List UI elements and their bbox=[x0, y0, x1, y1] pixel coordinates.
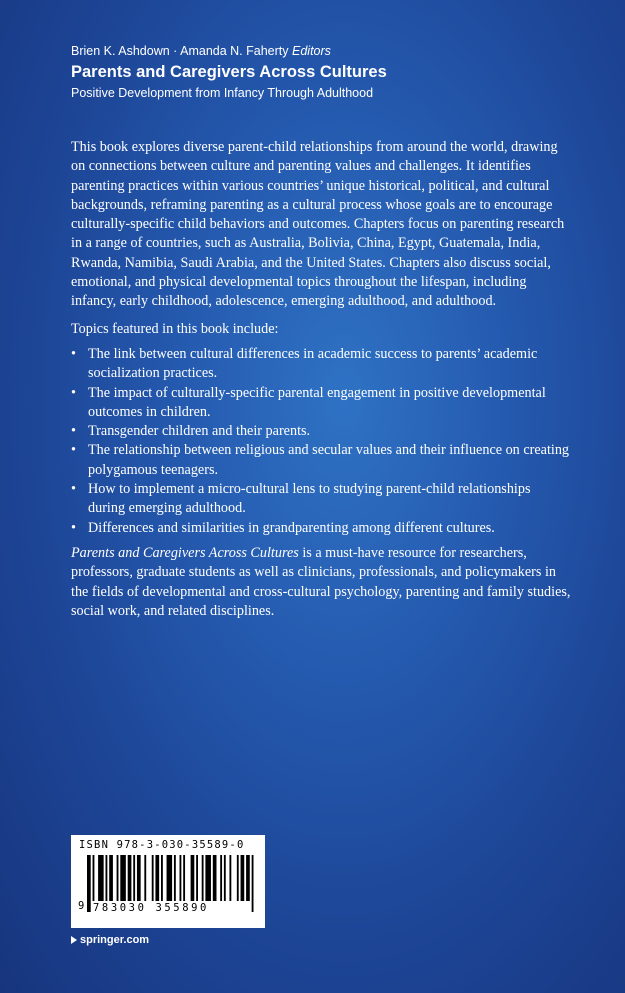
publisher-website: springer.com bbox=[80, 934, 150, 946]
closing-book-title: Parents and Caregivers Across Cultures bbox=[71, 544, 299, 561]
cover-header bbox=[71, 42, 591, 102]
barcode-digits: 783030 355890 bbox=[93, 902, 209, 914]
list-item bbox=[71, 345, 571, 384]
topic-text: Differences and similarities in grandparenting among different cultures. bbox=[88, 519, 495, 536]
separator: · bbox=[173, 44, 178, 58]
bullet-icon: • bbox=[71, 423, 76, 440]
blurb bbox=[71, 138, 571, 621]
editor-name: Brien K. Ashdown bbox=[71, 44, 170, 58]
bullet-icon: • bbox=[71, 345, 76, 362]
barcode-first-digit: 9 bbox=[78, 900, 85, 912]
bullet-icon: • bbox=[71, 384, 76, 401]
topics-lead: Topics featured in this book include: bbox=[71, 320, 279, 337]
isbn-barcode bbox=[71, 835, 265, 928]
list-item bbox=[71, 422, 571, 441]
closing-paragraph bbox=[71, 544, 571, 621]
topic-text: Transgender children and their parents. bbox=[88, 423, 311, 440]
bullet-icon: • bbox=[71, 481, 76, 498]
bullet-icon: • bbox=[71, 519, 76, 536]
editor-name: Amanda N. Faherty bbox=[180, 44, 289, 58]
intro-paragraph: This book explores diverse parent-child relationships from around the world, drawing on connections between culture and parenting values and challenges. It identifies parenting practices within various countries’ unique historical, political, and cultural backgrounds, reframing parenting as a cultural process whose goals are to encourage culturally-specific child behaviors and outcomes. Chapters focus on parenting research in a range of countries, such as Australia, Bolivia, China, Egypt, Guatemala, India, Rwanda, Namibia, Saudi Arabia, and the United States. Chapters also discuss social, emotional, and physical developmental topics throughout the lifespan, including infancy, early childhood, adolescence, emerging adulthood, and adulthood. bbox=[71, 139, 565, 310]
book-subtitle: Positive Development from Infancy Through Adulthood bbox=[71, 86, 374, 100]
topic-text: The impact of culturally-specific parental engagement in positive developmental outcomes in children. bbox=[88, 384, 546, 420]
isbn-number: ISBN 978-3-030-35589-0 bbox=[79, 839, 245, 851]
book-title: Parents and Caregivers Across Cultures bbox=[71, 63, 387, 81]
list-item bbox=[71, 441, 571, 480]
list-item bbox=[71, 384, 571, 423]
topic-text: The link between cultural differences in academic success to parents’ academic socialization practices. bbox=[88, 345, 538, 382]
publisher-link[interactable] bbox=[71, 934, 149, 946]
barcode-bars bbox=[79, 855, 259, 912]
closing-text: is a must-have resource for researchers, professors, graduate students as well as clinicians, professionals, and policymakers in the fields of developmental and cross-cultural psychology, parenting and family studies, social work, and related disciplines. bbox=[71, 544, 571, 619]
topic-text: The relationship between religious and secular values and their influence on creating polygamous teenagers. bbox=[88, 442, 570, 478]
topic-text: How to implement a micro-cultural lens to studying parent-child relationships during emerging adulthood. bbox=[88, 481, 531, 517]
triangle-right-icon bbox=[71, 936, 77, 944]
topics-list bbox=[71, 345, 571, 538]
list-item bbox=[71, 480, 571, 519]
list-item bbox=[71, 519, 571, 538]
editors-role: Editors bbox=[292, 44, 331, 58]
bullet-icon: • bbox=[71, 442, 76, 459]
editors-line bbox=[71, 42, 591, 60]
